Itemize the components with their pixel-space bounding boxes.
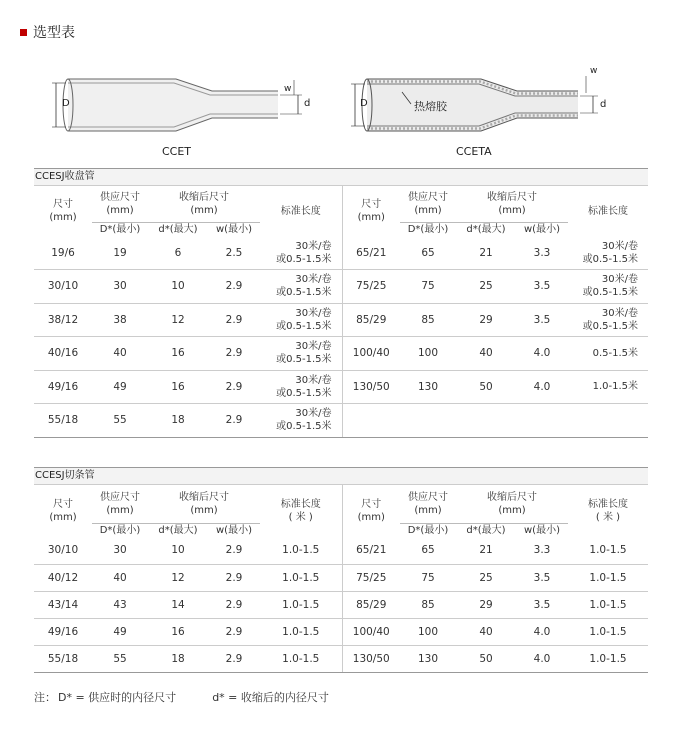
cell-w: 4.0: [516, 370, 568, 404]
cell-w: 2.9: [208, 645, 260, 672]
cell-D: 30: [92, 270, 148, 304]
cell-D: 75: [400, 270, 456, 304]
cell-d: 18: [148, 645, 208, 672]
cell-size: 30/10: [34, 537, 92, 564]
cell-length: 30米/卷 或0.5-1.5米: [260, 370, 342, 404]
cell-length: 30米/卷 或0.5-1.5米: [260, 404, 342, 438]
hdr-length: 标准长度: [260, 186, 342, 236]
cell-D: [400, 404, 456, 438]
cell-size: 40/16: [34, 337, 92, 371]
note-item2: d* = 收缩后的内径尺寸: [212, 691, 329, 704]
dim-d-left: d: [304, 98, 311, 109]
cell-D: 55: [92, 645, 148, 672]
cell-size: 65/21: [342, 236, 400, 270]
cell-D: 38: [92, 303, 148, 337]
cell-d: 21: [456, 236, 516, 270]
cell-length: 1.0-1.5: [568, 645, 648, 672]
table-row: [34, 645, 648, 672]
cell-D: 85: [400, 591, 456, 618]
cell-d: 21: [456, 537, 516, 564]
cell-d: 40: [456, 337, 516, 371]
section-reel-tubes: [34, 168, 648, 438]
dim-w-right: w: [590, 66, 598, 76]
cell-d: [456, 404, 516, 438]
cell-w: 2.9: [208, 404, 260, 438]
cell-w: 4.0: [516, 618, 568, 645]
cell-size: 40/12: [34, 564, 92, 591]
hdr-shrunk-r: 收缩后尺寸 (mm): [456, 186, 568, 222]
hdr-size: 尺寸 (mm): [49, 199, 77, 223]
cell-size: 85/29: [342, 303, 400, 337]
cell-length: 30米/卷 或0.5-1.5米: [568, 270, 648, 304]
cell-size: 85/29: [342, 591, 400, 618]
cell-w: 2.9: [208, 303, 260, 337]
cell-size: 43/14: [34, 591, 92, 618]
cceta-diagram: [351, 76, 598, 131]
cell-D: 19: [92, 236, 148, 270]
hdr2-size-r: 尺寸 (mm): [357, 499, 385, 523]
cell-length: 1.0-1.5: [260, 564, 342, 591]
note-prefix: 注：: [34, 691, 56, 704]
section1-title: CCESJ收盘管: [34, 168, 648, 186]
cell-d: 10: [148, 270, 208, 304]
dim-d-right: d: [600, 99, 607, 110]
table-row: [34, 404, 648, 438]
table-row: [34, 564, 648, 591]
page-title: [20, 22, 75, 42]
cell-D: 40: [92, 564, 148, 591]
cell-length: 0.5-1.5米: [568, 337, 648, 371]
cell-d: 40: [456, 618, 516, 645]
cell-d: 29: [456, 303, 516, 337]
cell-w: 4.0: [516, 645, 568, 672]
ccet-diagram: [52, 79, 302, 131]
cell-w: 3.5: [516, 270, 568, 304]
cell-length: 1.0-1.5: [568, 591, 648, 618]
cell-w: 3.5: [516, 564, 568, 591]
cell-size: 38/12: [34, 303, 92, 337]
cell-D: 85: [400, 303, 456, 337]
cell-size: [342, 404, 400, 438]
cell-d: 25: [456, 564, 516, 591]
table2-header-row1: [34, 485, 648, 523]
cell-length: 1.0-1.5: [568, 618, 648, 645]
cell-length: 1.0-1.5: [260, 645, 342, 672]
hdr-size-r: 尺寸 (mm): [357, 199, 385, 223]
cell-w: [516, 404, 568, 438]
cell-w: 2.9: [208, 337, 260, 371]
cell-D: 43: [92, 591, 148, 618]
hdr2-size: 尺寸 (mm): [49, 499, 77, 523]
tube-diagrams: [0, 60, 683, 140]
cell-length: 1.0-1.5: [568, 537, 648, 564]
cell-size: 55/18: [34, 404, 92, 438]
cell-length: 1.0-1.5米: [568, 370, 648, 404]
hdr2-length: 标准长度 ( 米 ): [260, 485, 342, 537]
cell-size: 100/40: [342, 337, 400, 371]
cell-length: 30米/卷 或0.5-1.5米: [568, 236, 648, 270]
cell-size: 130/50: [342, 370, 400, 404]
hdr2-supply-r: 供应尺寸 (mm): [400, 485, 456, 523]
cell-w: 2.9: [208, 537, 260, 564]
cell-D: 100: [400, 618, 456, 645]
section2-title: CCESJ切条管: [34, 467, 648, 485]
cell-D: 49: [92, 370, 148, 404]
cell-size: 49/16: [34, 618, 92, 645]
cell-w: 3.3: [516, 236, 568, 270]
cell-length: 30米/卷 或0.5-1.5米: [568, 303, 648, 337]
cell-length: 30米/卷 或0.5-1.5米: [260, 270, 342, 304]
cell-d: 14: [148, 591, 208, 618]
cell-w: 2.9: [208, 564, 260, 591]
hdr2-shrunk-r: 收缩后尺寸 (mm): [456, 485, 568, 523]
cell-length: 1.0-1.5: [260, 537, 342, 564]
cell-d: 16: [148, 337, 208, 371]
cell-length: 30米/卷 或0.5-1.5米: [260, 337, 342, 371]
glue-label: 热熔胶: [414, 100, 447, 113]
cell-d: 50: [456, 370, 516, 404]
cell-w: 3.3: [516, 537, 568, 564]
cell-size: 75/25: [342, 270, 400, 304]
cell-size: 55/18: [34, 645, 92, 672]
cell-size: 130/50: [342, 645, 400, 672]
cell-d: 12: [148, 303, 208, 337]
cell-length: 30米/卷 或0.5-1.5米: [260, 303, 342, 337]
table-row: [34, 337, 648, 371]
table-row: [34, 270, 648, 304]
table1-header-row1: [34, 186, 648, 222]
cell-w: 3.5: [516, 303, 568, 337]
cut-tube-table: [34, 485, 648, 673]
cell-D: 65: [400, 537, 456, 564]
table-row: [34, 618, 648, 645]
cell-w: 2.9: [208, 591, 260, 618]
table-row: [34, 370, 648, 404]
cell-size: 49/16: [34, 370, 92, 404]
cell-size: 75/25: [342, 564, 400, 591]
hdr2-length-r: 标准长度 ( 米 ): [588, 499, 628, 523]
hdr-shrunk: 收缩后尺寸 (mm): [148, 186, 260, 222]
note-item1: D* = 供应时的内径尺寸: [58, 691, 177, 704]
cell-w: 2.9: [208, 618, 260, 645]
hdr2-supply: 供应尺寸 (mm): [92, 485, 148, 523]
cell-length: 30米/卷 或0.5-1.5米: [260, 236, 342, 270]
cell-D: 55: [92, 404, 148, 438]
cell-D: 49: [92, 618, 148, 645]
cell-D: 130: [400, 645, 456, 672]
hdr-supply-r: 供应尺寸 (mm): [400, 186, 456, 222]
footnote: [34, 689, 365, 705]
cell-D: 30: [92, 537, 148, 564]
reel-tube-table: [34, 186, 648, 438]
cell-D: 65: [400, 236, 456, 270]
cell-length: 1.0-1.5: [568, 564, 648, 591]
cell-size: 100/40: [342, 618, 400, 645]
cell-d: 12: [148, 564, 208, 591]
cell-size: 30/10: [34, 270, 92, 304]
dim-D-right: D: [360, 98, 368, 109]
cell-size: 65/21: [342, 537, 400, 564]
dim-w-left: w: [284, 84, 292, 94]
cell-d: 50: [456, 645, 516, 672]
table1-header-row2: D*(最小) d*(最大) w(最小) D*(最小) d*(最大) w(最小): [99, 223, 560, 235]
cell-size: 19/6: [34, 236, 92, 270]
table-row: [34, 591, 648, 618]
cell-length: [568, 404, 648, 438]
table-row: [34, 236, 648, 270]
table-row: [34, 537, 648, 564]
cell-d: 16: [148, 618, 208, 645]
cell-d: 10: [148, 537, 208, 564]
title-text: 选型表: [33, 25, 75, 41]
cell-length: 1.0-1.5: [260, 591, 342, 618]
cell-d: 16: [148, 370, 208, 404]
cell-w: 2.5: [208, 236, 260, 270]
cell-w: 2.9: [208, 270, 260, 304]
table2-header-row2: D*(最小) d*(最大) w(最小) D*(最小) d*(最大) w(最小): [99, 524, 560, 536]
cell-w: 4.0: [516, 337, 568, 371]
cell-D: 130: [400, 370, 456, 404]
cell-D: 40: [92, 337, 148, 371]
dim-D-left: D: [62, 98, 70, 109]
cell-D: 100: [400, 337, 456, 371]
cell-d: 6: [148, 236, 208, 270]
section-cut-tubes: [34, 467, 648, 673]
cell-d: 18: [148, 404, 208, 438]
ccet-label: CCET: [162, 145, 192, 158]
hdr-length-r: 标准长度: [588, 205, 628, 217]
cell-D: 75: [400, 564, 456, 591]
hdr-supply: 供应尺寸 (mm): [92, 186, 148, 222]
title-marker: [20, 29, 27, 36]
cceta-label: CCETA: [456, 145, 492, 158]
cell-w: 2.9: [208, 370, 260, 404]
cell-length: 1.0-1.5: [260, 618, 342, 645]
cell-d: 29: [456, 591, 516, 618]
cell-d: 25: [456, 270, 516, 304]
cell-w: 3.5: [516, 591, 568, 618]
table-row: [34, 303, 648, 337]
hdr2-shrunk: 收缩后尺寸 (mm): [148, 485, 260, 523]
